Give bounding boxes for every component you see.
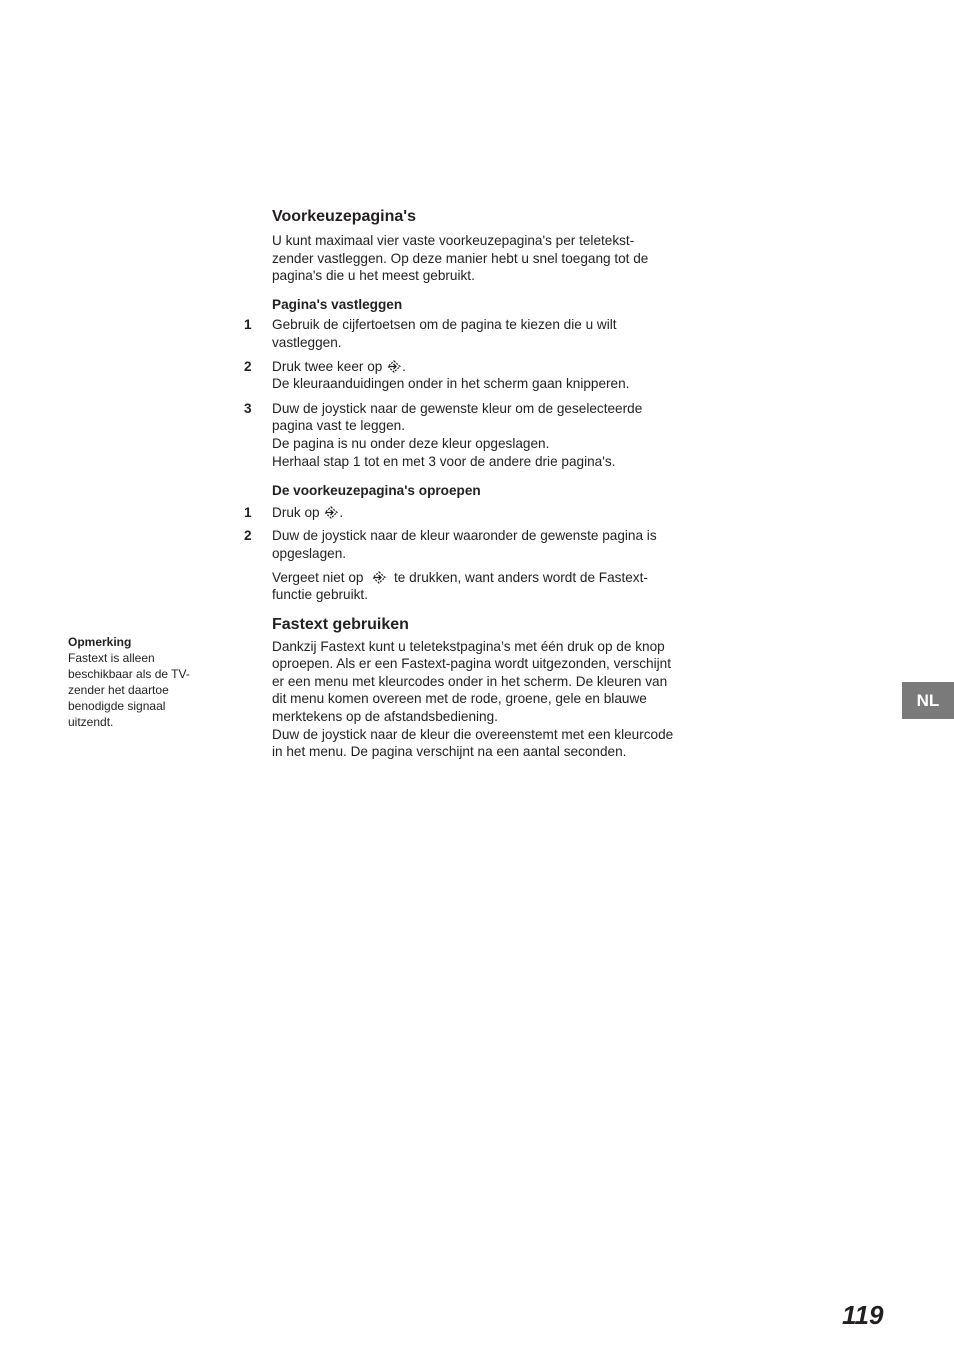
store-step-3 — [244, 400, 692, 470]
reminder-text: Vergeet niet op — [272, 569, 364, 585]
fastext-button-icon — [386, 360, 402, 373]
paragraph-line: merktekens op de afstandsbediening. — [272, 709, 498, 725]
note-title: Opmerking — [68, 635, 132, 649]
step-line: vastleggen. — [272, 334, 342, 350]
margin-note — [68, 634, 208, 730]
step-number: 3 — [244, 400, 252, 416]
note-line: benodigde signaal — [68, 699, 166, 713]
reminder-line — [272, 569, 692, 587]
paragraph-line: oproepen. Als er een Fastext-pagina wordt uitgezonden, verschijnt — [272, 656, 671, 672]
step-line — [272, 358, 692, 376]
step-line: Duw de joystick naar de kleur waaronder de gewenste pagina is — [272, 528, 657, 544]
paragraph-line: dit menu komen overeen met de rode, groene, gele en blauwe — [272, 691, 647, 707]
paragraph-line: Duw de joystick naar de kleur die overeenstemt met een kleurcode — [272, 726, 674, 742]
paragraph-line: Dankzij Fastext kunt u teletekstpagina’s met één druk op de knop — [272, 638, 665, 654]
step-text-after: . — [339, 504, 344, 520]
step-line: Duw de joystick naar de gewenste kleur om de geselecteerde — [272, 400, 643, 416]
reminder-text-after: te drukken, want anders wordt de Fastext- — [394, 569, 648, 585]
step-line: Gebruik de cijfertoetsen om de pagina te kiezen die u wilt — [272, 317, 617, 333]
step-number: 1 — [244, 504, 252, 520]
recall-step-1 — [244, 504, 692, 522]
note-line: zender het daartoe — [68, 683, 169, 697]
paragraph-line: in het menu. De pagina verschijnt na een aantal seconden. — [272, 744, 627, 760]
reminder-line: functie gebruikt. — [272, 587, 368, 603]
language-tab: NL — [902, 682, 954, 719]
recall-heading: De voorkeuzepagina's oproepen — [272, 483, 481, 499]
note-line: uitzendt. — [68, 715, 114, 729]
step-line: Herhaal stap 1 tot en met 3 voor de andere drie pagina's. — [272, 453, 616, 469]
note-line: Fastext is alleen — [68, 651, 155, 665]
store-step-1 — [244, 316, 692, 351]
step-line: pagina vast te leggen. — [272, 418, 406, 434]
step-number: 2 — [244, 358, 252, 374]
step-line: opgeslagen. — [272, 545, 347, 561]
step-line — [272, 504, 692, 522]
fastext-paragraph — [272, 638, 692, 761]
fastext-button-icon — [323, 506, 339, 519]
page-number: 119 — [842, 1300, 884, 1330]
section-title-fastext: Fastext gebruiken — [272, 615, 409, 633]
section-title-voorkeuze: Voorkeuzepagina's — [272, 208, 416, 225]
intro-paragraph — [272, 232, 692, 285]
reminder-paragraph — [272, 569, 692, 604]
step-line: De pagina is nu onder deze kleur opgeslagen. — [272, 435, 550, 451]
step-text: Druk op — [272, 504, 320, 520]
step-number: 1 — [244, 317, 252, 333]
recall-step-2 — [244, 527, 692, 562]
step-text-after: . — [402, 358, 406, 374]
store-heading: Pagina's vastleggen — [272, 296, 403, 312]
step-line: De kleuraanduidingen onder in het scherm gaan knipperen. — [272, 376, 630, 392]
store-step-2 — [244, 358, 692, 393]
fastext-button-icon — [371, 571, 387, 584]
main-content — [244, 206, 692, 761]
step-number: 2 — [244, 528, 252, 544]
note-line: beschikbaar als de TV- — [68, 667, 190, 681]
paragraph-line: er een menu met kleurcodes onder in het scherm. De kleuren van — [272, 673, 668, 689]
intro-text: U kunt maximaal vier vaste voorkeuzepagina's per teletekst- zender vastleggen. Op deze manier hebt u snel toegang tot de pagina's die u het meest gebruikt. — [272, 233, 649, 284]
step-text: Druk twee keer op — [272, 358, 383, 374]
